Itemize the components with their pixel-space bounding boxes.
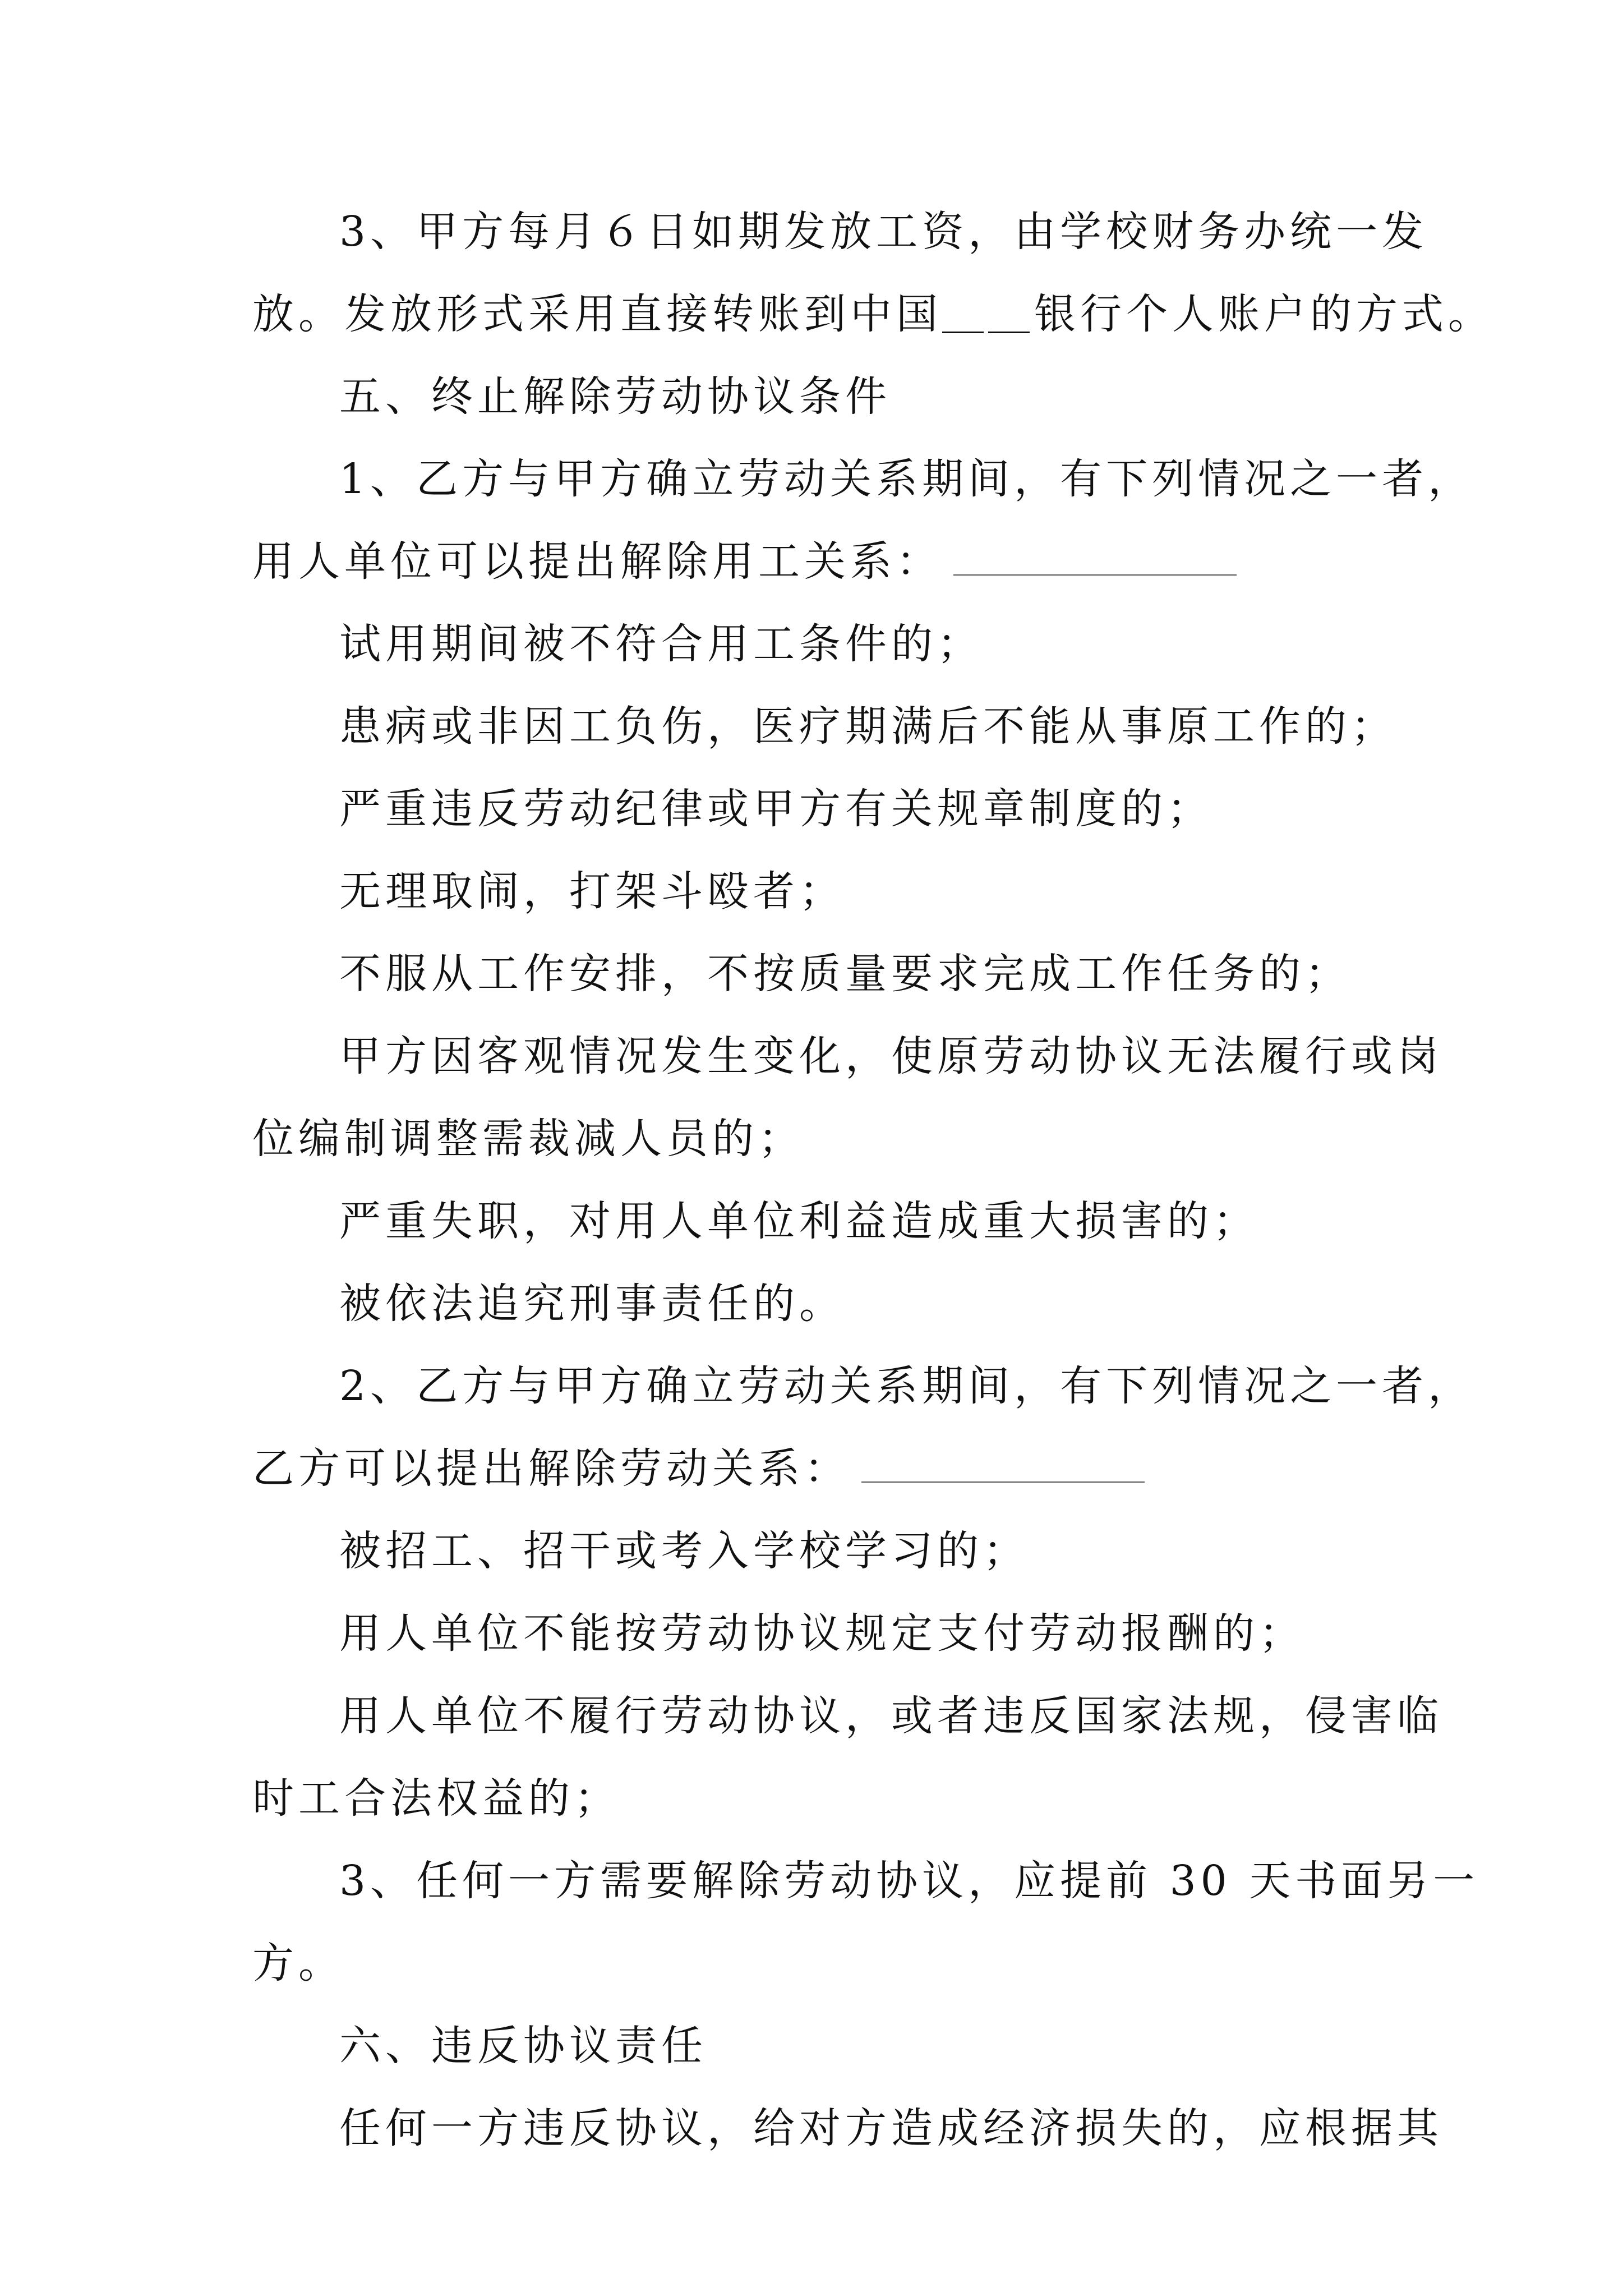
list-item <box>252 603 1396 685</box>
line-text: 位编制调整需裁减人员的； <box>252 1115 804 1163</box>
heading-text: 六、违反协议责任 <box>339 2022 707 2070</box>
line-text: 患病或非因工负伤，医疗期满后不能从事原工作的； <box>339 702 1397 751</box>
paragraph-line <box>252 1922 1396 2005</box>
paragraph-line <box>252 438 1474 521</box>
paragraph-line <box>252 2087 1443 2170</box>
line-text: 被依法追究刑事责任的。 <box>339 1280 845 1328</box>
line-text: 1、乙方与甲方确立劳动关系期间，有下列情况之一者， <box>339 455 1474 503</box>
heading-text: 五、终止解除劳动协议条件 <box>339 372 891 421</box>
line-text: 3、甲方每月６日如期发放工资，由学校财务办统一发 <box>339 208 1428 256</box>
line-text: 不服从工作安排，不按质量要求完成工作任务的； <box>339 950 1351 998</box>
line-text: 用人单位不能按劳动协议规定支付劳动报酬的； <box>339 1609 1305 1658</box>
document-body <box>252 191 1494 2170</box>
line-text: 乙方可以提出解除劳动关系： <box>252 1444 850 1493</box>
line-text: 用人单位可以提出解除用工关系： <box>252 537 942 586</box>
section-heading <box>252 356 1396 438</box>
paragraph-line <box>252 1757 1396 1840</box>
paragraph-line <box>252 521 1396 603</box>
list-item <box>252 1675 1443 1757</box>
list-item <box>252 850 1396 933</box>
line-text: 放。发放形式采用直接转账到中国＿＿银行个人账户的方式。 <box>252 290 1494 338</box>
list-item <box>252 933 1396 1015</box>
paragraph-line <box>252 1428 1396 1510</box>
line-text: 严重违反劳动纪律或甲方有关规章制度的； <box>339 785 1213 833</box>
line-text: 任何一方违反协议，给对方造成经济损失的，应根据其 <box>339 2104 1443 2152</box>
paragraph-line <box>252 1840 1479 1922</box>
paragraph-line <box>252 191 1428 273</box>
paragraph-line <box>252 1345 1474 1428</box>
list-item <box>252 768 1396 850</box>
list-item <box>252 685 1396 768</box>
line-text: 甲方因客观情况发生变化，使原劳动协议无法履行或岗 <box>339 1032 1443 1080</box>
line-text: 2、乙方与甲方确立劳动关系期间，有下列情况之一者， <box>339 1362 1474 1410</box>
list-item <box>252 1593 1396 1675</box>
list-item <box>252 1510 1396 1593</box>
line-text: 3、任何一方需要解除劳动协议，应提前 30 天书面另一 <box>339 1857 1479 1905</box>
line-text: 试用期间被不符合用工条件的； <box>339 620 983 668</box>
line-text: 无理取闹，打架斗殴者； <box>339 867 845 915</box>
paragraph-line <box>252 1098 1396 1180</box>
line-text: 时工合法权益的； <box>252 1774 620 1823</box>
list-item <box>252 1015 1443 1098</box>
paragraph-line <box>252 273 1494 356</box>
line-text: 方。 <box>252 1939 344 1987</box>
fill-in-blank <box>953 574 1237 576</box>
line-text: 被招工、招干或考入学校学习的； <box>339 1527 1029 1575</box>
list-item <box>252 1180 1396 1263</box>
section-heading <box>252 2005 1396 2087</box>
fill-in-blank <box>861 1481 1145 1483</box>
line-text: 严重失职，对用人单位利益造成重大损害的； <box>339 1197 1259 1245</box>
line-text: 用人单位不履行劳动协议，或者违反国家法规，侵害临 <box>339 1692 1443 1740</box>
list-item <box>252 1263 1396 1345</box>
